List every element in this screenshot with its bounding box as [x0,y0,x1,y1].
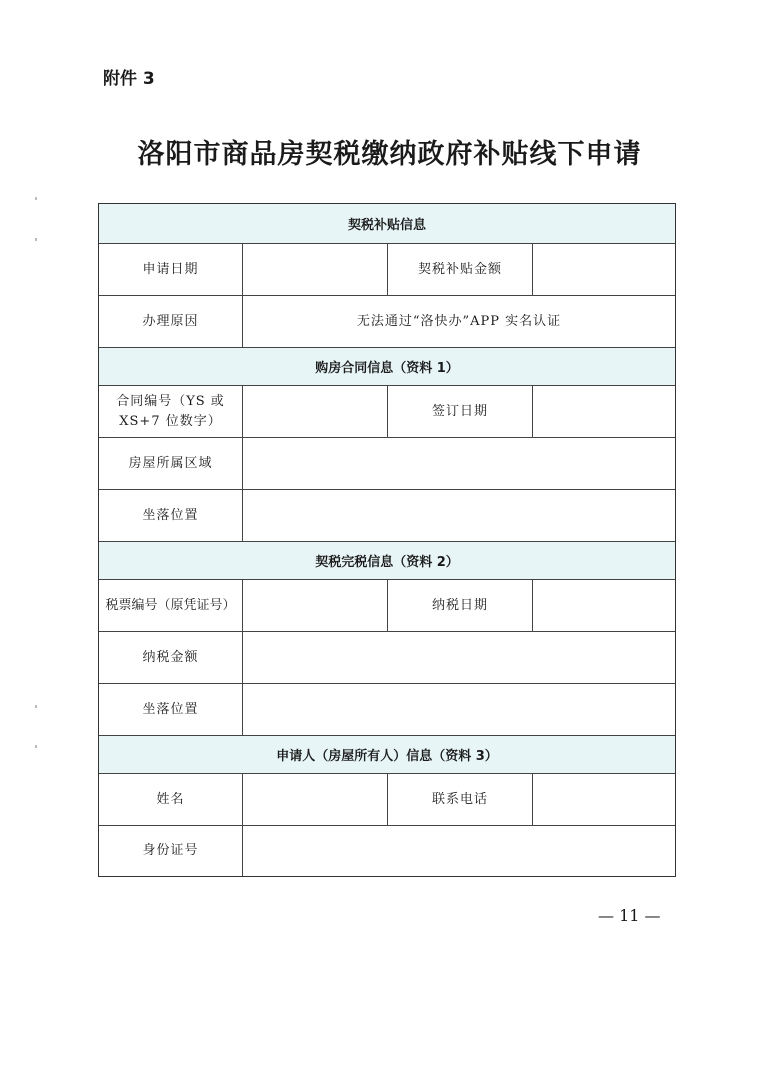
id-label: 身份证号 [99,826,243,876]
phone-label: 联系电话 [388,774,533,825]
subsidy-amount-label: 契税补贴金额 [388,244,533,295]
scan-mark [35,238,37,241]
scan-mark [35,745,37,748]
form-row-district [99,438,675,490]
form-row-contract-no [99,386,675,438]
contract-location-field[interactable] [243,490,675,541]
reason-label: 办理原因 [99,296,243,347]
contract-location-label: 坐落位置 [99,490,243,541]
form-row-id [99,826,675,876]
form-row-tax-amount [99,632,675,684]
phone-field[interactable] [533,774,675,825]
page-number: — 11 — [598,906,661,925]
sign-date-field[interactable] [533,386,675,437]
application-form-table [98,203,676,877]
form-row-contract-location [99,490,675,542]
contract-no-label-line1: 合同编号（YS 或 [116,393,225,409]
apply-date-field[interactable] [243,244,388,295]
form-row-tax-location [99,684,675,736]
district-label: 房屋所属区域 [99,438,243,489]
form-row-ticket-no [99,580,675,632]
section-header-contract: 购房合同信息（资料 1） [99,348,675,386]
apply-date-label: 申请日期 [99,244,243,295]
section-header-tax: 契税完税信息（资料 2） [99,542,675,580]
tax-date-field[interactable] [533,580,675,631]
district-field[interactable] [243,438,675,489]
contract-no-field[interactable] [243,386,388,437]
attachment-label: 附件 3 [103,69,155,89]
tax-location-label: 坐落位置 [99,684,243,735]
name-label: 姓名 [99,774,243,825]
subsidy-amount-field[interactable] [533,244,675,295]
tax-date-label: 纳税日期 [388,580,533,631]
page-title: 洛阳市商品房契税缴纳政府补贴线下申请 [137,139,642,170]
sign-date-label: 签订日期 [388,386,533,437]
ticket-no-label: 税票编号（原凭证号） [99,580,243,631]
section-header-subsidy: 契税补贴信息 [99,204,675,244]
contract-no-label [99,386,243,437]
scan-mark [35,197,37,200]
scan-mark [35,705,37,708]
id-field[interactable] [243,826,675,876]
reason-value: 无法通过“洛快办”APP 实名认证 [356,313,562,329]
name-field[interactable] [243,774,388,825]
tax-amount-label: 纳税金额 [99,632,243,683]
section-header-applicant: 申请人（房屋所有人）信息（资料 3） [99,736,675,774]
form-row-apply-date [99,244,675,296]
form-row-reason [99,296,675,348]
tax-location-field[interactable] [243,684,675,735]
form-row-name [99,774,675,826]
tax-amount-field[interactable] [243,632,675,683]
contract-no-label-line2: XS+7 位数字） [119,413,222,429]
ticket-no-field[interactable] [243,580,388,631]
